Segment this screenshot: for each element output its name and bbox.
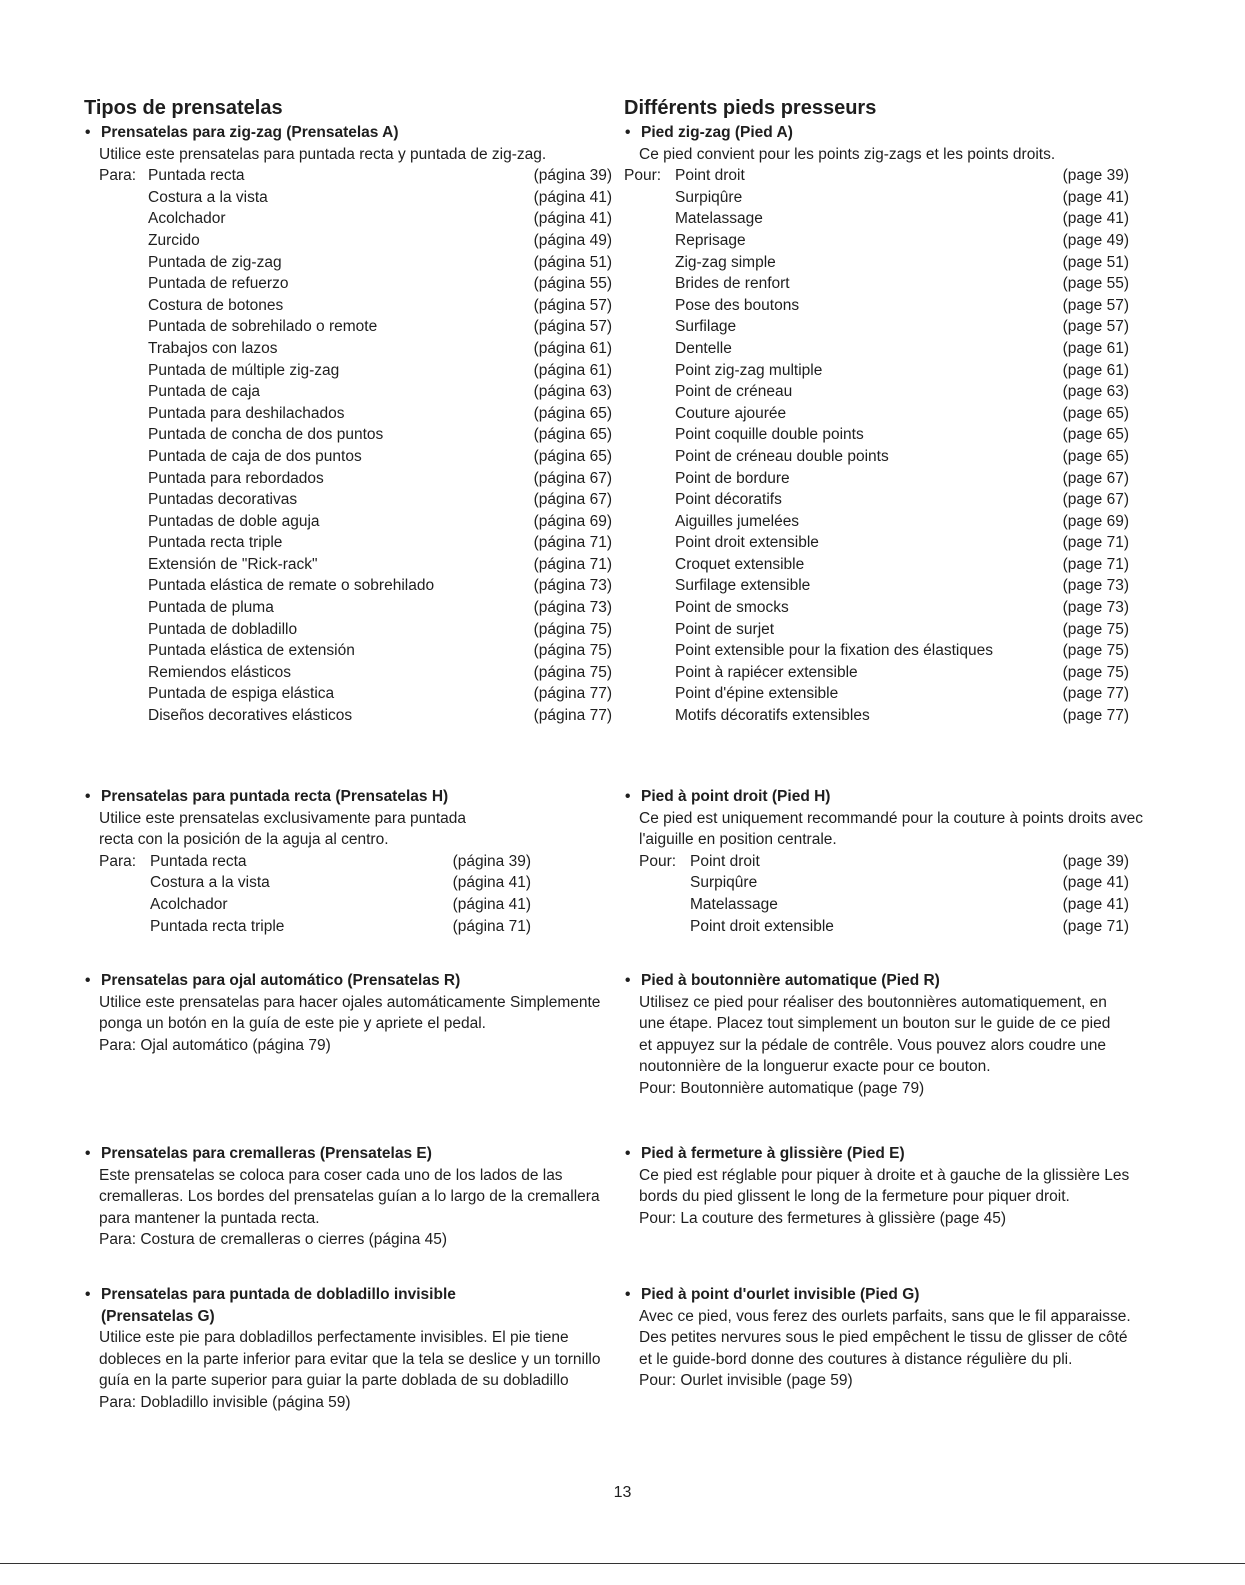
usage-entry-name: Surfilage extensible bbox=[675, 577, 811, 595]
bullet-icon: • bbox=[625, 972, 631, 989]
usage-entry-page: (página 77) bbox=[533, 685, 612, 703]
usage-entry-name: Dentelle bbox=[675, 339, 732, 357]
usage-entry-page: (page 71) bbox=[1062, 917, 1129, 935]
usage-entry bbox=[624, 165, 1129, 187]
usage-entry-page: (page 73) bbox=[1062, 599, 1129, 617]
section-heading: • Pied à fermeture à glissière (Pied E) bbox=[624, 1143, 1169, 1165]
usage-entry-name: Aiguilles jumelées bbox=[675, 512, 800, 530]
usage-entry-name: Puntada elástica de remate o sobrehilado bbox=[148, 577, 435, 595]
usage-entry-page: (página 71) bbox=[533, 534, 612, 552]
usage-entry-name: Puntadas de doble aguja bbox=[148, 512, 320, 530]
section-heading: • Prensatelas para puntada de dobladillo invisible (Prensatelas G) bbox=[85, 1286, 456, 1325]
usage-entry-name: Remiendos elásticos bbox=[148, 663, 292, 681]
usage-entry-page: (página 67) bbox=[533, 469, 612, 487]
usage-entry-name: Puntada de caja de dos puntos bbox=[148, 447, 362, 465]
section-description-line: Utilice este prensatelas exclusivamente para puntada bbox=[99, 809, 467, 827]
usage-entry-name: Zurcido bbox=[148, 231, 200, 249]
usage-entry-page: (page 69) bbox=[1062, 512, 1129, 530]
usage-entry-page: (página 61) bbox=[533, 361, 612, 379]
french-column bbox=[624, 96, 1169, 1390]
usage-list bbox=[624, 851, 1129, 937]
section-zigzag-foot-es bbox=[84, 122, 624, 727]
usage-entry bbox=[84, 403, 612, 425]
usage-entry-name: Diseños decoratives elásticos bbox=[148, 707, 353, 725]
usage-entry bbox=[84, 468, 612, 490]
usage-prefix: Pour: bbox=[639, 852, 677, 870]
usage-entry-page: (página 63) bbox=[533, 383, 612, 401]
usage-entry bbox=[624, 640, 1129, 662]
usage-entry-name: Motifs décoratifs extensibles bbox=[675, 707, 870, 725]
section-blindhem-foot-es bbox=[84, 1284, 624, 1414]
usage-entry-page: (página 61) bbox=[533, 339, 612, 357]
usage-entry bbox=[624, 424, 1129, 446]
usage-entry-page: (page 67) bbox=[1062, 491, 1129, 509]
section-heading: • Prensatelas para cremalleras (Prensatelas E) bbox=[84, 1143, 624, 1165]
usage-list bbox=[84, 851, 531, 937]
section-description: Utilisez ce pied pour réaliser des boutonnières automatiquement, en une étape. Placez tout simplement un bouton sur le guide de ce pied et appuyez sur la pédale de contrêle. Vous pouvez alors coudre une noutonnière de la longuerur exacte pour ce bouton. bbox=[639, 993, 1111, 1076]
page-title-es: Tipos de prensatelas bbox=[84, 97, 283, 119]
usage-entry-name: Costura a la vista bbox=[148, 188, 268, 206]
usage-entry bbox=[84, 230, 612, 252]
usage-entry-page: (page 57) bbox=[1062, 296, 1129, 314]
usage-entry bbox=[624, 381, 1129, 403]
usage-entry bbox=[84, 683, 612, 705]
usage-entry-page: (página 67) bbox=[533, 491, 612, 509]
usage-prefix: Pour: bbox=[624, 167, 662, 185]
usage-entry bbox=[624, 619, 1129, 641]
usage-entry bbox=[84, 894, 531, 916]
section-buttonhole-foot-fr bbox=[624, 970, 1169, 1100]
usage-entry-page: (page 65) bbox=[1062, 426, 1129, 444]
section-description: Ce pied convient pour les points zig-zags et les points droits. bbox=[639, 145, 1056, 163]
usage-entry-page: (página 55) bbox=[533, 275, 612, 293]
usage-entry-name: Point de créneau bbox=[675, 383, 793, 401]
usage-entry-name: Couture ajourée bbox=[675, 404, 787, 422]
usage-entry bbox=[624, 273, 1129, 295]
usage-entry-page: (page 75) bbox=[1062, 663, 1129, 681]
usage-line: Pour: La couture des fermetures à glissière (page 45) bbox=[639, 1209, 1007, 1227]
usage-entry bbox=[624, 662, 1129, 684]
usage-entry-name: Acolchador bbox=[148, 210, 226, 228]
usage-entry-name: Puntadas decorativas bbox=[148, 491, 298, 509]
usage-entry-name: Point à rapiécer extensible bbox=[675, 663, 858, 681]
usage-entry bbox=[624, 230, 1129, 252]
usage-entry-name: Puntada recta bbox=[150, 852, 247, 870]
section-heading: • Prensatelas para zig-zag (Prensatelas A) bbox=[84, 122, 624, 144]
usage-entry bbox=[84, 187, 612, 209]
usage-entry-name: Costura de botones bbox=[148, 296, 284, 314]
usage-entry-name: Reprisage bbox=[675, 231, 746, 249]
usage-entry-page: (page 75) bbox=[1062, 642, 1129, 660]
usage-entry bbox=[84, 208, 612, 230]
usage-entry-page: (page 41) bbox=[1062, 895, 1129, 913]
usage-entry bbox=[84, 640, 612, 662]
bullet-icon: • bbox=[625, 1286, 631, 1303]
usage-entry-name: Extensión de "Rick-rack" bbox=[148, 555, 318, 573]
usage-line: Para: Costura de cremalleras o cierres (página 45) bbox=[99, 1231, 448, 1249]
usage-entry-name: Point droit bbox=[690, 852, 760, 870]
usage-entry-name: Matelassage bbox=[675, 210, 763, 228]
usage-entry-page: (página 75) bbox=[533, 620, 612, 638]
usage-line: Pour: Ourlet invisible (page 59) bbox=[639, 1372, 853, 1390]
section-description: Ce pied est réglable pour piquer à droite et à gauche de la glissière Les bords du pied glissent le long de la fermeture pour piquer droit. bbox=[639, 1166, 1130, 1206]
usage-entry-page: (página 69) bbox=[533, 512, 612, 530]
usage-entry bbox=[84, 554, 612, 576]
usage-line: Pour: Boutonnière automatique (page 79) bbox=[639, 1079, 925, 1097]
usage-entry bbox=[624, 532, 1129, 554]
bullet-icon: • bbox=[85, 788, 91, 805]
usage-entry-page: (página 41) bbox=[533, 188, 612, 206]
section-blindhem-foot-fr bbox=[624, 1284, 1169, 1392]
usage-entry-name: Costura a la vista bbox=[150, 874, 270, 892]
bullet-icon: • bbox=[625, 788, 631, 805]
spanish-column bbox=[84, 96, 624, 1411]
bullet-icon: • bbox=[85, 972, 91, 989]
usage-entry bbox=[84, 338, 612, 360]
section-heading: • Prensatelas para puntada recta (Prensatelas H) bbox=[84, 786, 624, 808]
usage-entry-page: (page 61) bbox=[1062, 339, 1129, 357]
usage-entry-name: Croquet extensible bbox=[675, 555, 805, 573]
section-straight-foot-fr bbox=[624, 786, 1169, 937]
usage-entry bbox=[84, 511, 612, 533]
usage-entry-page: (página 41) bbox=[533, 210, 612, 228]
usage-entry bbox=[84, 360, 612, 382]
usage-entry-page: (page 73) bbox=[1062, 577, 1129, 595]
usage-entry bbox=[624, 575, 1129, 597]
usage-entry bbox=[84, 872, 531, 894]
usage-entry bbox=[624, 597, 1129, 619]
section-buttonhole-foot-es bbox=[84, 970, 624, 1056]
usage-entry bbox=[624, 295, 1129, 317]
usage-entry-page: (página 71) bbox=[452, 917, 531, 935]
usage-entry bbox=[84, 381, 612, 403]
usage-entry bbox=[624, 851, 1129, 873]
usage-entry-page: (página 41) bbox=[452, 895, 531, 913]
usage-entry-page: (page 41) bbox=[1062, 874, 1129, 892]
section-heading: • Prensatelas para ojal automático (Prensatelas R) bbox=[84, 970, 624, 992]
usage-entry-page: (page 71) bbox=[1062, 534, 1129, 552]
section-heading: • Pied à point d'ourlet invisible (Pied G) bbox=[624, 1284, 1169, 1306]
usage-entry-page: (página 39) bbox=[452, 852, 531, 870]
usage-entry-name: Point extensible pour la fixation des élastiques bbox=[675, 642, 993, 660]
usage-entry bbox=[84, 273, 612, 295]
section-description: Ce pied est uniquement recommandé pour la couture à points droits avec l'aiguille en position centrale. bbox=[639, 809, 1144, 849]
usage-entry bbox=[624, 916, 1129, 938]
usage-entry bbox=[624, 489, 1129, 511]
usage-entry-page: (page 57) bbox=[1062, 318, 1129, 336]
section-description: Utilice este pie para dobladillos perfectamente invisibles. El pie tiene dobleces en la parte inferior para evitar que la tela se deslice y un tornillo guía en la parte superior para guiar la parte doblada de su dobladillo bbox=[99, 1329, 601, 1390]
usage-entry-name: Point de surjet bbox=[675, 620, 775, 638]
usage-entry-page: (page 39) bbox=[1062, 167, 1129, 185]
usage-list bbox=[624, 165, 1129, 726]
section-zigzag-foot-fr bbox=[624, 122, 1169, 727]
usage-entry bbox=[624, 403, 1129, 425]
usage-entry-page: (página 77) bbox=[533, 707, 612, 725]
usage-entry-page: (página 39) bbox=[533, 167, 612, 185]
section-zipper-foot-es bbox=[84, 1143, 624, 1251]
section-straight-foot-es bbox=[84, 786, 624, 937]
usage-entry-name: Point zig-zag multiple bbox=[675, 361, 823, 379]
usage-entry-page: (página 49) bbox=[533, 231, 612, 249]
usage-entry bbox=[84, 619, 612, 641]
usage-entry-page: (page 65) bbox=[1062, 404, 1129, 422]
usage-entry bbox=[84, 705, 612, 727]
usage-entry bbox=[624, 316, 1129, 338]
usage-entry-page: (page 65) bbox=[1062, 447, 1129, 465]
usage-entry bbox=[624, 872, 1129, 894]
usage-entry bbox=[84, 575, 612, 597]
usage-line: Para: Ojal automático (página 79) bbox=[99, 1036, 331, 1054]
usage-entry-page: (página 71) bbox=[533, 555, 612, 573]
usage-entry-name: Point de bordure bbox=[675, 469, 790, 487]
usage-entry-name: Puntada para rebordados bbox=[148, 469, 324, 487]
usage-entry bbox=[624, 446, 1129, 468]
usage-entry-page: (page 49) bbox=[1062, 231, 1129, 249]
usage-entry bbox=[624, 554, 1129, 576]
usage-entry-name: Puntada elástica de extensión bbox=[148, 642, 355, 660]
usage-entry bbox=[624, 683, 1129, 705]
usage-entry bbox=[624, 705, 1129, 727]
usage-entry-name: Surpiqûre bbox=[690, 874, 758, 892]
usage-entry-name: Puntada recta bbox=[148, 167, 245, 185]
usage-entry bbox=[84, 916, 531, 938]
usage-entry bbox=[84, 851, 531, 873]
usage-prefix: Para: bbox=[99, 167, 137, 185]
usage-entry-page: (página 65) bbox=[533, 447, 612, 465]
usage-entry-name: Surfilage bbox=[675, 318, 737, 336]
usage-entry-name: Acolchador bbox=[150, 895, 228, 913]
usage-entry bbox=[84, 489, 612, 511]
usage-entry bbox=[84, 165, 612, 187]
bullet-icon: • bbox=[85, 1286, 91, 1303]
usage-entry bbox=[624, 360, 1129, 382]
usage-entry bbox=[84, 446, 612, 468]
usage-entry-page: (page 71) bbox=[1062, 555, 1129, 573]
usage-entry-name: Puntada recta triple bbox=[150, 917, 285, 935]
usage-entry-page: (página 57) bbox=[533, 296, 612, 314]
usage-entry bbox=[84, 662, 612, 684]
usage-entry-page: (page 55) bbox=[1062, 275, 1129, 293]
usage-entry-page: (página 75) bbox=[533, 663, 612, 681]
usage-entry bbox=[624, 208, 1129, 230]
usage-entry-name: Puntada para deshilachados bbox=[148, 404, 345, 422]
section-description: Avec ce pied, vous ferez des ourlets parfaits, sans que le fil apparaisse. Des petites nervures sous le pied empêchent le tissu de glisser de côté et le guide-bord donne des coutures à distance régulière du pli. bbox=[639, 1307, 1131, 1368]
usage-entry bbox=[624, 468, 1129, 490]
usage-entry bbox=[84, 295, 612, 317]
usage-entry-name: Point de créneau double points bbox=[675, 447, 889, 465]
footer-rule bbox=[0, 1563, 1245, 1564]
section-description: Utilice este prensatelas para puntada recta y puntada de zig-zag. bbox=[99, 145, 547, 163]
usage-entry-name: Point droit bbox=[675, 167, 745, 185]
usage-entry bbox=[84, 597, 612, 619]
section-description-line: recta con la posición de la aguja al centro. bbox=[99, 831, 389, 849]
usage-entry-name: Puntada de dobladillo bbox=[148, 620, 298, 638]
usage-entry-name: Point décoratifs bbox=[675, 491, 782, 509]
usage-entry-name: Puntada de refuerzo bbox=[148, 275, 289, 293]
usage-entry-name: Trabajos con lazos bbox=[148, 339, 278, 357]
section-description: Este prensatelas se coloca para coser cada uno de los lados de las cremalleras. Los bordes del prensatelas guían a lo largo de la cremallera para mantener la puntada recta. bbox=[99, 1166, 600, 1227]
usage-entry-page: (página 57) bbox=[533, 318, 612, 336]
usage-entry bbox=[624, 252, 1129, 274]
usage-entry bbox=[624, 338, 1129, 360]
usage-entry bbox=[84, 424, 612, 446]
usage-entry-page: (página 73) bbox=[533, 577, 612, 595]
usage-entry-page: (página 51) bbox=[533, 253, 612, 271]
usage-list bbox=[84, 165, 612, 726]
bullet-icon: • bbox=[85, 124, 91, 141]
usage-entry-name: Puntada de sobrehilado o remote bbox=[148, 318, 378, 336]
usage-entry-page: (page 75) bbox=[1062, 620, 1129, 638]
usage-entry-name: Surpiqûre bbox=[675, 188, 743, 206]
usage-entry-page: (page 41) bbox=[1062, 210, 1129, 228]
section-heading: • Pied à point droit (Pied H) bbox=[624, 786, 1169, 808]
usage-entry bbox=[624, 187, 1129, 209]
usage-entry-page: (page 67) bbox=[1062, 469, 1129, 487]
usage-entry-name: Point d'épine extensible bbox=[675, 685, 839, 703]
bullet-icon: • bbox=[85, 1145, 91, 1162]
usage-entry-name: Puntada de caja bbox=[148, 383, 261, 401]
usage-entry bbox=[84, 532, 612, 554]
usage-entry bbox=[84, 252, 612, 274]
usage-entry-name: Matelassage bbox=[690, 895, 778, 913]
usage-entry-page: (página 73) bbox=[533, 599, 612, 617]
usage-entry-page: (page 41) bbox=[1062, 188, 1129, 206]
page-number: 13 bbox=[613, 1484, 632, 1501]
usage-entry-name: Puntada recta triple bbox=[148, 534, 283, 552]
section-heading: • Pied à boutonnière automatique (Pied R) bbox=[624, 970, 1169, 992]
bullet-icon: • bbox=[625, 1145, 631, 1162]
usage-entry bbox=[624, 511, 1129, 533]
usage-entry-page: (página 41) bbox=[452, 874, 531, 892]
usage-entry-page: (page 77) bbox=[1062, 707, 1129, 725]
usage-entry-name: Point droit extensible bbox=[690, 917, 834, 935]
usage-prefix: Para: bbox=[99, 852, 137, 870]
usage-entry-page: (página 65) bbox=[533, 426, 612, 444]
usage-entry-name: Pose des boutons bbox=[675, 296, 800, 314]
usage-entry bbox=[84, 316, 612, 338]
usage-entry-page: (página 75) bbox=[533, 642, 612, 660]
usage-entry-name: Puntada de múltiple zig-zag bbox=[148, 361, 340, 379]
usage-entry-name: Point coquille double points bbox=[675, 426, 864, 444]
usage-entry-page: (page 77) bbox=[1062, 685, 1129, 703]
usage-entry-page: (page 63) bbox=[1062, 383, 1129, 401]
section-description: Utilice este prensatelas para hacer ojales automáticamente Simplemente ponga un botón en la guía de este pie y apriete el pedal. bbox=[99, 993, 601, 1033]
usage-line: Para: Dobladillo invisible (página 59) bbox=[99, 1393, 351, 1411]
section-zipper-foot-fr bbox=[624, 1143, 1169, 1229]
usage-entry-page: (página 65) bbox=[533, 404, 612, 422]
usage-entry-name: Brides de renfort bbox=[675, 275, 790, 293]
page-title-fr: Différents pieds presseurs bbox=[624, 97, 877, 119]
bullet-icon: • bbox=[625, 124, 631, 141]
usage-entry-page: (page 39) bbox=[1062, 852, 1129, 870]
usage-entry-name: Point de smocks bbox=[675, 599, 789, 617]
usage-entry-page: (page 51) bbox=[1062, 253, 1129, 271]
usage-entry-name: Puntada de concha de dos puntos bbox=[148, 426, 384, 444]
usage-entry-name: Puntada de espiga elástica bbox=[148, 685, 335, 703]
section-heading: • Pied zig-zag (Pied A) bbox=[624, 122, 1169, 144]
usage-entry-name: Puntada de zig-zag bbox=[148, 253, 282, 271]
usage-entry bbox=[624, 894, 1129, 916]
usage-entry-name: Puntada de pluma bbox=[148, 599, 274, 617]
usage-entry-name: Point droit extensible bbox=[675, 534, 819, 552]
usage-entry-name: Zig-zag simple bbox=[675, 253, 776, 271]
usage-entry-page: (page 61) bbox=[1062, 361, 1129, 379]
